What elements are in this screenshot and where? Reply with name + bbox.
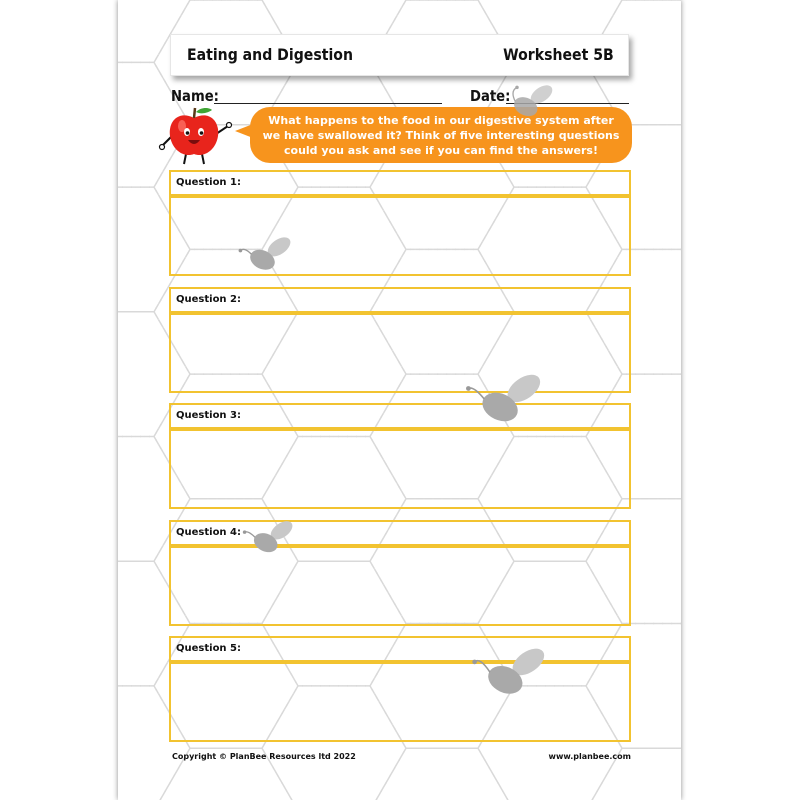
question-1-label: Question 1: xyxy=(176,177,241,188)
apple-mascot-icon xyxy=(158,104,238,166)
question-5-label-box xyxy=(169,636,631,662)
name-field[interactable] xyxy=(214,103,442,104)
question-2-answer-box[interactable] xyxy=(169,313,631,393)
question-3-label-box xyxy=(169,403,631,429)
question-5-label: Question 5: xyxy=(176,643,241,654)
question-4-answer-box[interactable] xyxy=(169,546,631,626)
name-label: Name: xyxy=(171,87,219,105)
bee-watermark-icon xyxy=(464,370,552,436)
question-2-label: Question 2: xyxy=(176,294,241,305)
question-4-label: Question 4: xyxy=(176,527,241,538)
worksheet-number: Worksheet 5B xyxy=(503,45,614,64)
bee-watermark-icon xyxy=(470,644,556,708)
copyright-text: Copyright © PlanBee Resources ltd 2022 xyxy=(172,752,356,761)
question-5-answer-box[interactable] xyxy=(169,662,631,742)
worksheet-title: Eating and Digestion xyxy=(187,45,353,64)
bee-watermark-icon xyxy=(242,518,300,562)
worksheet-page xyxy=(118,0,681,800)
bee-watermark-icon xyxy=(238,234,298,280)
prompt-speech-bubble: What happens to the food in our digestive system after we have swallowed it? Think of five interesting questions could you ask and see if you can find the answers! xyxy=(250,107,632,163)
date-label: Date: xyxy=(470,87,511,105)
question-3-answer-box[interactable] xyxy=(169,429,631,509)
title-banner xyxy=(170,34,629,76)
website-link[interactable]: www.planbee.com xyxy=(548,752,631,761)
question-1-label-box xyxy=(169,170,631,196)
question-3-label: Question 3: xyxy=(176,410,241,421)
question-2-label-box xyxy=(169,287,631,313)
question-4-label-box xyxy=(169,520,631,546)
bee-watermark-icon xyxy=(503,82,559,126)
